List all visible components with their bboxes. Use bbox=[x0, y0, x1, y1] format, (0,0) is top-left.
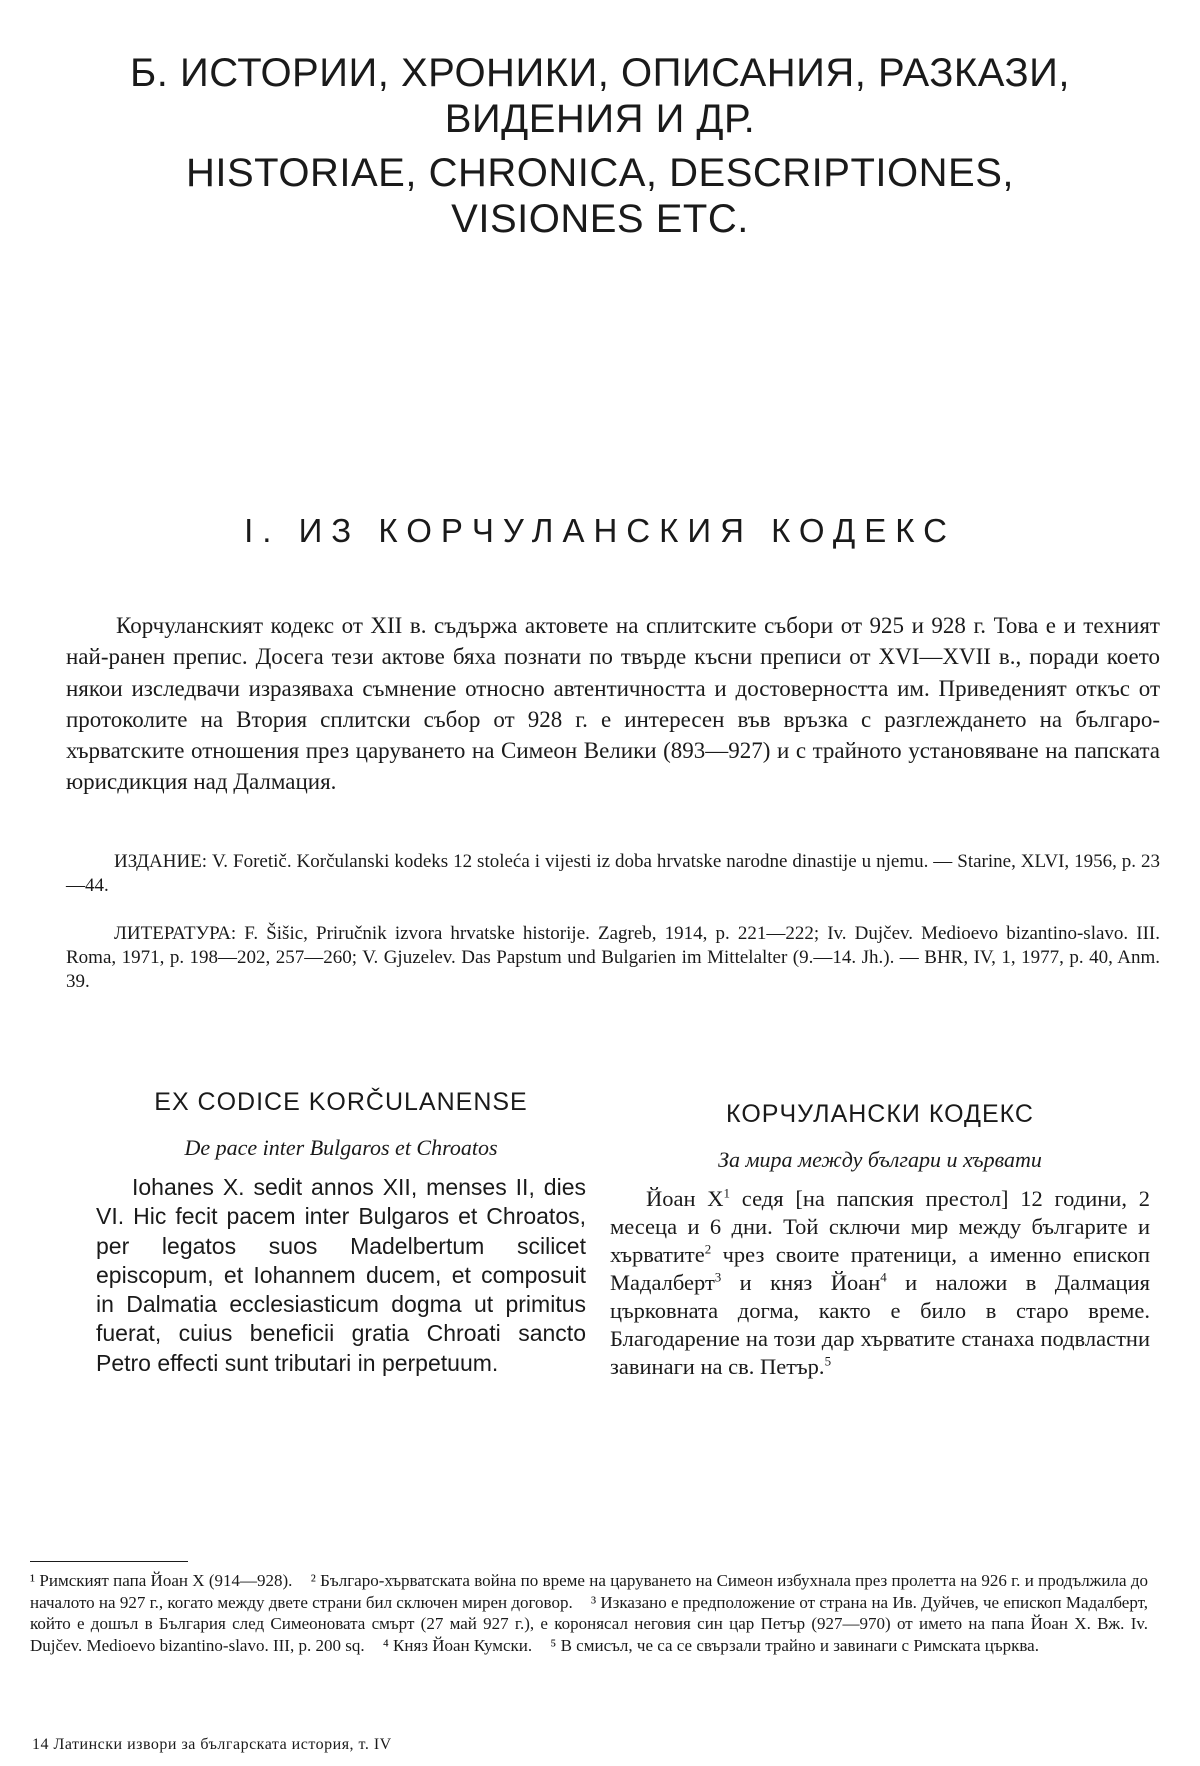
footnote-1: ¹ Римският папа Йоан X (914—928). bbox=[30, 1571, 293, 1590]
intro-section bbox=[66, 610, 1160, 798]
bulgarian-text-part: седя [на папския престол] 12 години, 2 месеца и 6 дни. Той сключи мир между българите и хърватите bbox=[610, 1186, 1150, 1267]
bulgarian-column bbox=[610, 1100, 1150, 1381]
footnote-divider bbox=[30, 1561, 188, 1562]
latin-text: Iohanes X. sedit annos XII, menses II, dies VI. Hic fecit pacem inter Bulgaros et Chroatos, per legatos suos Madelbertum scilicet episcopum, et Iohannem ducem, et composuit in Dalmatia ecclesiasticum dogma ut primitus fuerat, cuius beneficii gratia Chroati sancto Petro effecti sunt tributari in perpetuum. bbox=[96, 1174, 586, 1376]
main-title-latin-line1: HISTORIAE, CHRONICA, DESCRIPTIONES, bbox=[186, 151, 1014, 195]
footnote-ref[interactable]: 4 bbox=[880, 1269, 887, 1285]
latin-column bbox=[96, 1088, 586, 1378]
footnote-2: ² Българо-хърватската война по време на царуването на Симеон избухнала през пролетта на 926 г. и продължила до началото на 927 г., когато между двете страни бил сключен мирен договор. bbox=[30, 1571, 1149, 1612]
footnotes bbox=[30, 1570, 1148, 1656]
intro-paragraph: Корчуланският кодекс от XII в. съдържа актовете на сплитските събори от 925 и 928 г. Това е и техният най-ранен препис. Досега тези актове бяха познати по твърде късни преписи от XVI—XVII в., поради което някои изследвачи изразяваха съмнение относно автентичността и достоверността им. Приведеният откъс от протоколите на Втория сплитски събор от 928 г. е интересен във връзка с разглеждането на българо-хърватските отношения през царуването на Симеон Велики (893—927) и с трайното установяване на папската юрисдикция над Далмация. bbox=[66, 613, 1160, 795]
bulgarian-text bbox=[610, 1185, 1150, 1381]
footnote-3: ³ Изказано е предположение от страна на Ив. Дуйчев, че епископ Мадалберт, който е дошъл в България след Симеоновата смърт (27 май 927 г.), е коронясал неговия син цар Петър (927—970) от името на папа Йоан X. Вж. Iv. Dujčev. Medioevo bizantino-slavo. III, p. 200 sq. bbox=[30, 1592, 1149, 1655]
bulgarian-title: КОРЧУЛАНСКИ КОДЕКС bbox=[726, 1100, 1034, 1128]
main-title-bulgarian-line2: ВИДЕНИЯ И ДР. bbox=[444, 97, 756, 141]
bulgarian-text-part: и княз Йоан bbox=[721, 1270, 881, 1295]
literature-note bbox=[66, 922, 1160, 994]
footnote-ref[interactable]: 3 bbox=[714, 1269, 722, 1285]
bulgarian-text-part: и наложи в Далмация църковната догма, както е било в старо време. Благодарение на този дар хърватите станаха подвластни завинаги на св. Петър. bbox=[610, 1270, 1150, 1379]
footnote-4: ⁴ Княз Йоан Кумски. bbox=[382, 1635, 533, 1655]
page-footer: 14 Латински извори за българската история, т. IV bbox=[32, 1736, 392, 1753]
main-title-bulgarian-line1: Б. ИСТОРИИ, ХРОНИКИ, ОПИСАНИЯ, РАЗКАЗИ, bbox=[130, 51, 1070, 95]
footnote-ref[interactable]: 2 bbox=[704, 1241, 712, 1257]
bulgarian-subtitle: За мира между българи и хървати bbox=[718, 1147, 1042, 1172]
literature-text: ЛИТЕРАТУРА: F. Šišic, Priručnik izvora hrvatske historije. Zagreb, 1914, p. 221—222; Iv. Dujčev. Medioevo bizantino-slavo. III. Roma, 1971, p. 198—202, 257—260; V. Gjuzelev. Das Papstum und Bulgarien im Mittelalter (9.—14. Jh.). — BHR, IV, 1, 1977, p. 40, Anm. 39. bbox=[66, 923, 1160, 992]
edition-text: ИЗДАНИЕ: V. Foretič. Korčulanski kodeks 12 stoleća i vijesti iz doba hrvatske narodne dinastije u njemu. — Starine, XLVI, 1956, p. 23—44. bbox=[66, 851, 1160, 896]
main-title-latin-line2: VISIONES ETC. bbox=[451, 197, 749, 241]
section-heading: I. ИЗ КОРЧУЛАНСКИЯ КОДЕКС bbox=[244, 512, 956, 549]
footnote-ref[interactable]: 1 bbox=[723, 1185, 731, 1201]
edition-note bbox=[66, 850, 1160, 898]
bulgarian-text-part: чрез своите пратеници, а именно епископ Мадалберт bbox=[610, 1242, 1150, 1295]
latin-title: EX CODICE KORČULANENSE bbox=[154, 1088, 528, 1116]
latin-subtitle: De pace inter Bulgaros et Chroatos bbox=[184, 1135, 498, 1160]
footnote-5: ⁵ В смисъл, че са се свързали трайно и завинаги с Римската църква. bbox=[550, 1635, 1039, 1655]
bulgarian-text-part: Йоан X bbox=[646, 1186, 724, 1211]
footnote-ref[interactable]: 5 bbox=[824, 1353, 832, 1369]
